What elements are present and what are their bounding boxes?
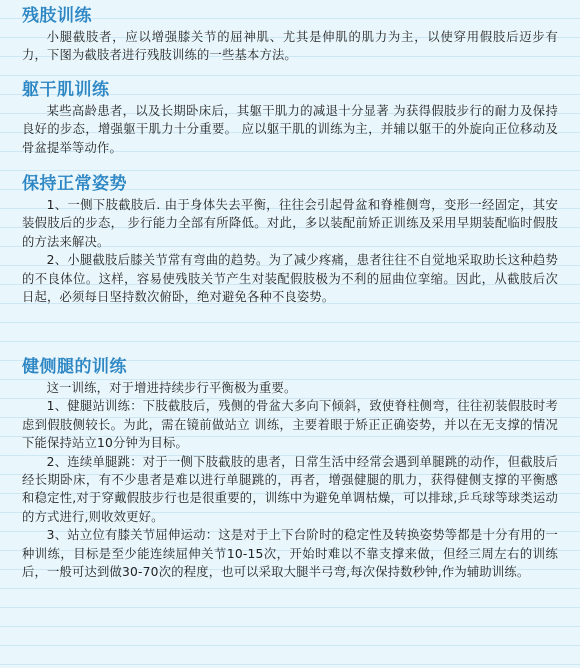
- paragraph: 某些高龄患者，以及长期卧床后，其躯干肌力的减退十分显著 为获得假肢步行的耐力及保持良好的步态，增强躯干肌力十分重要。 应以躯干肌的训练为主，并辅以躯干的外旋向正位移动及骨盆提举等动作。: [22, 104, 558, 155]
- section-heading: 残肢训练: [22, 6, 92, 26]
- section-healthy-leg-training: [0, 355, 580, 581]
- paragraph: 1、一侧下肢截肢后. 由于身体失去平衡，往往会引起骨盆和脊椎侧弯，变形一经固定，其安装假肢后的步态， 步行能力全部有所降低。对此，多以装配前矫正训练及采用早期装配临时假肢的方法来解决。: [22, 198, 558, 249]
- section-residual-limb-training: [0, 4, 580, 65]
- paragraph: 3、站立位有膝关节屈伸运动：这是对于上下台阶时的稳定性及转换姿势等都是十分有用的一种训练，目标是至少能连续屈伸关节10-15次，开始时难以不靠支撑来做，但经三周左右的训练后，一般可达到做30-70次的程度，也可以采取大腿半弓弯,每次保持数秒钟,作为辅助训练。: [22, 528, 558, 580]
- paragraph: 1、健腿站训练：下肢截肢后，残侧的骨盆大多向下倾斜，致使脊柱侧弯，往往初装假肢时考虑到假肢侧较长。为此，需在镜前做站立 训练，主要着眼于矫正正确姿势，并以在无支撑的情况下能保持站立10分钟为目标。: [22, 399, 558, 451]
- paragraph: 这一训练，对于增进持续步行平衡极为重要。: [46, 381, 297, 395]
- paragraph: 2、小腿截肢后膝关节常有弯曲的趋势。为了减少疼痛，患者往往不自觉地采取助长这种趋势的不良体位。这样，容易使残肢关节产生对装配假肢极为不利的屈曲位挛缩。因此，从截肢后次日起，必须每日坚持数次俯卧，绝对避免各种不良姿势。: [22, 253, 558, 305]
- section-heading: 健侧腿的训练: [22, 357, 127, 377]
- section-heading: 躯干肌训练: [22, 80, 110, 100]
- section-trunk-muscle-training: [0, 78, 580, 157]
- paragraph: 2、连续单腿跳：对于一侧下肢截肢的患者，日常生活中经常会遇到单腿跳的动作，但截肢后经长期卧床，有不少患者是难以进行单腿跳的，再者，增强健腿的肌力，获得健侧支撑的平衡感和稳定性,对于穿戴假肢步行也是很重要的，训练中为避免单调枯燥，可以排球,乒乓球等球类运动的方式进行,则收效更好。: [22, 454, 558, 524]
- section-normal-posture: [0, 172, 580, 306]
- paragraph: 小腿截肢者，应以增强膝关节的屈神肌、尤其是伸肌的肌力为主，以使穿用假肢后迈步有力，下图为截肢者进行残肢训练的一些基本方法。: [22, 30, 558, 63]
- section-heading: 保持正常姿势: [22, 174, 127, 194]
